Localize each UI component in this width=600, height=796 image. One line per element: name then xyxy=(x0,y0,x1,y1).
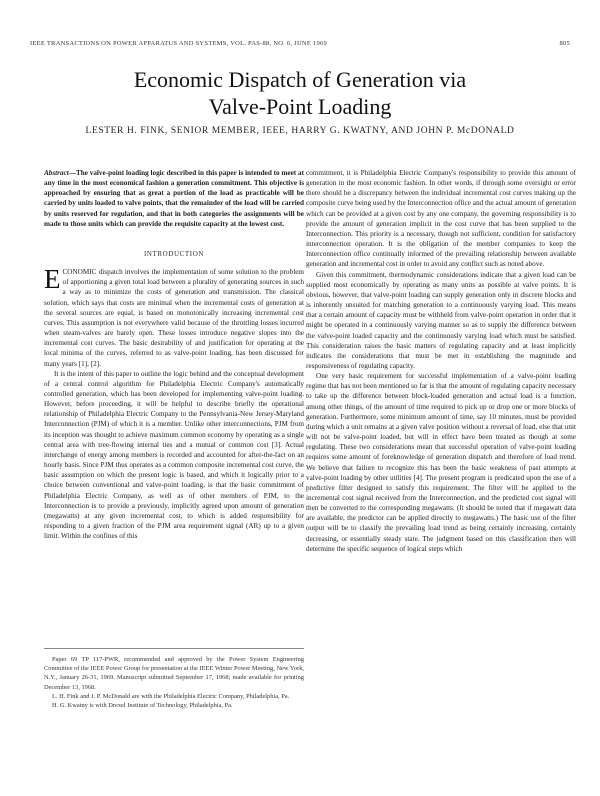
running-header xyxy=(30,40,570,47)
paper-title xyxy=(0,66,600,120)
footnote-line-2: L. H. Fink and J. P. McDonald are with the Philadelphia Electric Company, Philadelphia, Pa. xyxy=(52,692,290,700)
page-number: 805 xyxy=(559,40,570,47)
intro-paragraph-1 xyxy=(44,264,304,369)
left-column xyxy=(44,168,304,541)
title-line-1: Economic Dispatch of Generation via xyxy=(133,67,467,92)
body-paragraph-1: commitment, it is Philadelphia Electric Company's responsibility to provide this amount of generation in the most economic fashion. In other words, if through some oversight or error there should be a discrepancy between the individual incremental cost curves making up the composite curve being used by the Interconnection office and the actual amount of generation which can be provided at a given cost by any one company, the governing responsibility is to provide the amount of generation implicit in the cost curve that has been supplied to the Interconnection. This priority is a necessary, though not sufficient, condition for satisfactory interconnection operation. It is the obligation of the member companies to keep the Interconnection office continually informed of the prevailing relationship between available generation and incremental cost in order to avoid any conflict such as noted above. xyxy=(306,169,576,269)
footnote-line-1: Paper 69 TP 117-PWR, recommended and approved by the Power System Engineering Committee of the IEEE Power Group for presentation at the IEEE Winter Power Meeting, New York, N.Y., January 26-31, 1969. Manuscript submitted September 17, 1968; made available for printing December 13, 1968. xyxy=(44,656,304,691)
intro-paragraph-1-text: CONOMIC dispatch involves the implementation of some solution to the problem of apportioning a given total load between a plurality of generating sources in such a way as to minimize the costs of generation and transmission. The classical solution, which says that costs are minimal when the incremental costs of generation at the several sources are equal, is based on monotonically increasing incremental cost curves. This assumption is not everywhere valid because of the throttling losses incurred when steam-valves are barely open. These losses introduce negative slopes into the incremental cost curves. The basic desirability of and justification for operating at the local minima of the curves, referred to as valve-point loading, has been discussed for many years [1], [2]. xyxy=(44,268,304,368)
abstract-label: Abstract xyxy=(44,169,69,177)
author-line: LESTER H. FINK, SENIOR MEMBER, IEEE, HARRY G. KWATNY, AND JOHN P. McDONALD xyxy=(85,126,515,136)
running-title: IEEE TRANSACTIONS ON POWER APPARATUS AND SYSTEMS, VOL. PAS-88, NO. 6, JUNE 1969 xyxy=(30,40,327,47)
abstract-text: —The valve-point loading logic described in this paper is intended to meet at any time in the most economical fashion a generation commitment. This objective is approached by ensuring that as great a portion of the load as practicable will be carried by units loaded to valve points, that the remainder of the load will be carried by units reserved for regulation, and that in both categories the assignments will be made to those units which can provide the requisite capacity at the lowest cost. xyxy=(44,169,304,228)
right-column xyxy=(306,168,576,554)
footnote xyxy=(44,648,304,710)
footnote-line-3: H. G. Kwatny is with Drexel Institute of Technology, Philadelphia, Pa. xyxy=(52,702,233,710)
intro-paragraph-2: It is the intent of this paper to outline the logic behind and the conceptual development of a central control algorithm for Philadelphia Electric Company's automatically controlled generation, which has been developed for implementing valve-point loading. However, before proceeding, it will be helpful to describe briefly the operational relationship of Philadelphia Electric Company to the Pennsylvania-New Jersey-Maryland Interconnection (PJM) of which it is a member. Unlike other interconnections, PJM from its inception was thought to achieve maximum common economy by operating as a single central area with tree-flowing internal ties and a mutual or common cost [3]. Actual interchange of energy among members is recorded and accounted for after-the-fact on an hourly basis. Since PJM thus operates as a common composite incremental cost curve, the basic assumption on which the present logic is based, and which it logically prior to a choice between conventional and valve-point loading, is that the basic commitment of Philadelphia Electric Company, as well as of other members of PJM, to the Interconnection is to provide a previously, implicitly agreed upon amount of generation (megawatts) at any given incremental cost, to which is added responsibility for responding to a given fraction of the PJM area requirement signal (AR) up to a given limit. Within the confines of this xyxy=(44,369,304,541)
body-paragraph-3: One very basic requirement for successful implementation of a valve-point loading regime that has not been mentioned so far is that the amount of regulating capacity necessary to take up the difference between block-loaded generation and actual load is a function, among other things, of the amount of time required to pick up or drop one or more blocks of generation. Furthermore, some minimum amount of time, say 10 minutes, must be provided during which a unit remains at a given valve position without a reversal of load, else that unit will not be valve-point loaded, but will in effect have been treated as though at some regulating. These two considerations mean that successful operation of valve-point loading requires some amount of foreknowledge of generation dispatch and therefore of load trend. We believe that failure to recognize this has been the basic weakness of past attempts at valve-point loading by other utilities [4]. The present program is predicated upon the use of a predictive filter designed to satisfy this requirement. The filter will be applied to the incremental cost signal received from the Interconnection, and the predicted cost signal will then be converted to the corresponding megawatts. (It should be noted that if megawatt data are available, the predictor can be applied directly to megawatts.) The basic use of the filter output will be to classify the prevailing load trend as being certainly increasing, certainly decreasing, or essentially steady state. The judgment based on this classification then will determine the specific sequence of logical steps which xyxy=(306,372,576,553)
drop-cap: E xyxy=(44,264,61,295)
abstract xyxy=(44,168,304,229)
body-paragraph-2: Given this commitment, thermodynamic considerations indicate that a given load can be supplied most economically by operating as many units as possible at valve points. It is obvious, however, that valve-point loading can supply generation only in discrete blocks and is inherently unsuited for matching generation to a continuously varying load. This means that a certain amount of capacity must be withheld from valve-point operation in order that it might be operated in a continuously varying manner so as to supply the difference between the valve-point loaded capacity and the continuously varying load which must be satisfied. This consideration raises the basic matters of regulating capacity and at least implicitly indicates the considerations that must be met in establishing the magnitude and responsiveness of regulating capacity. xyxy=(306,270,576,370)
title-line-2: Valve-Point Loading xyxy=(208,94,392,119)
section-heading: INTRODUCTION xyxy=(143,249,205,258)
